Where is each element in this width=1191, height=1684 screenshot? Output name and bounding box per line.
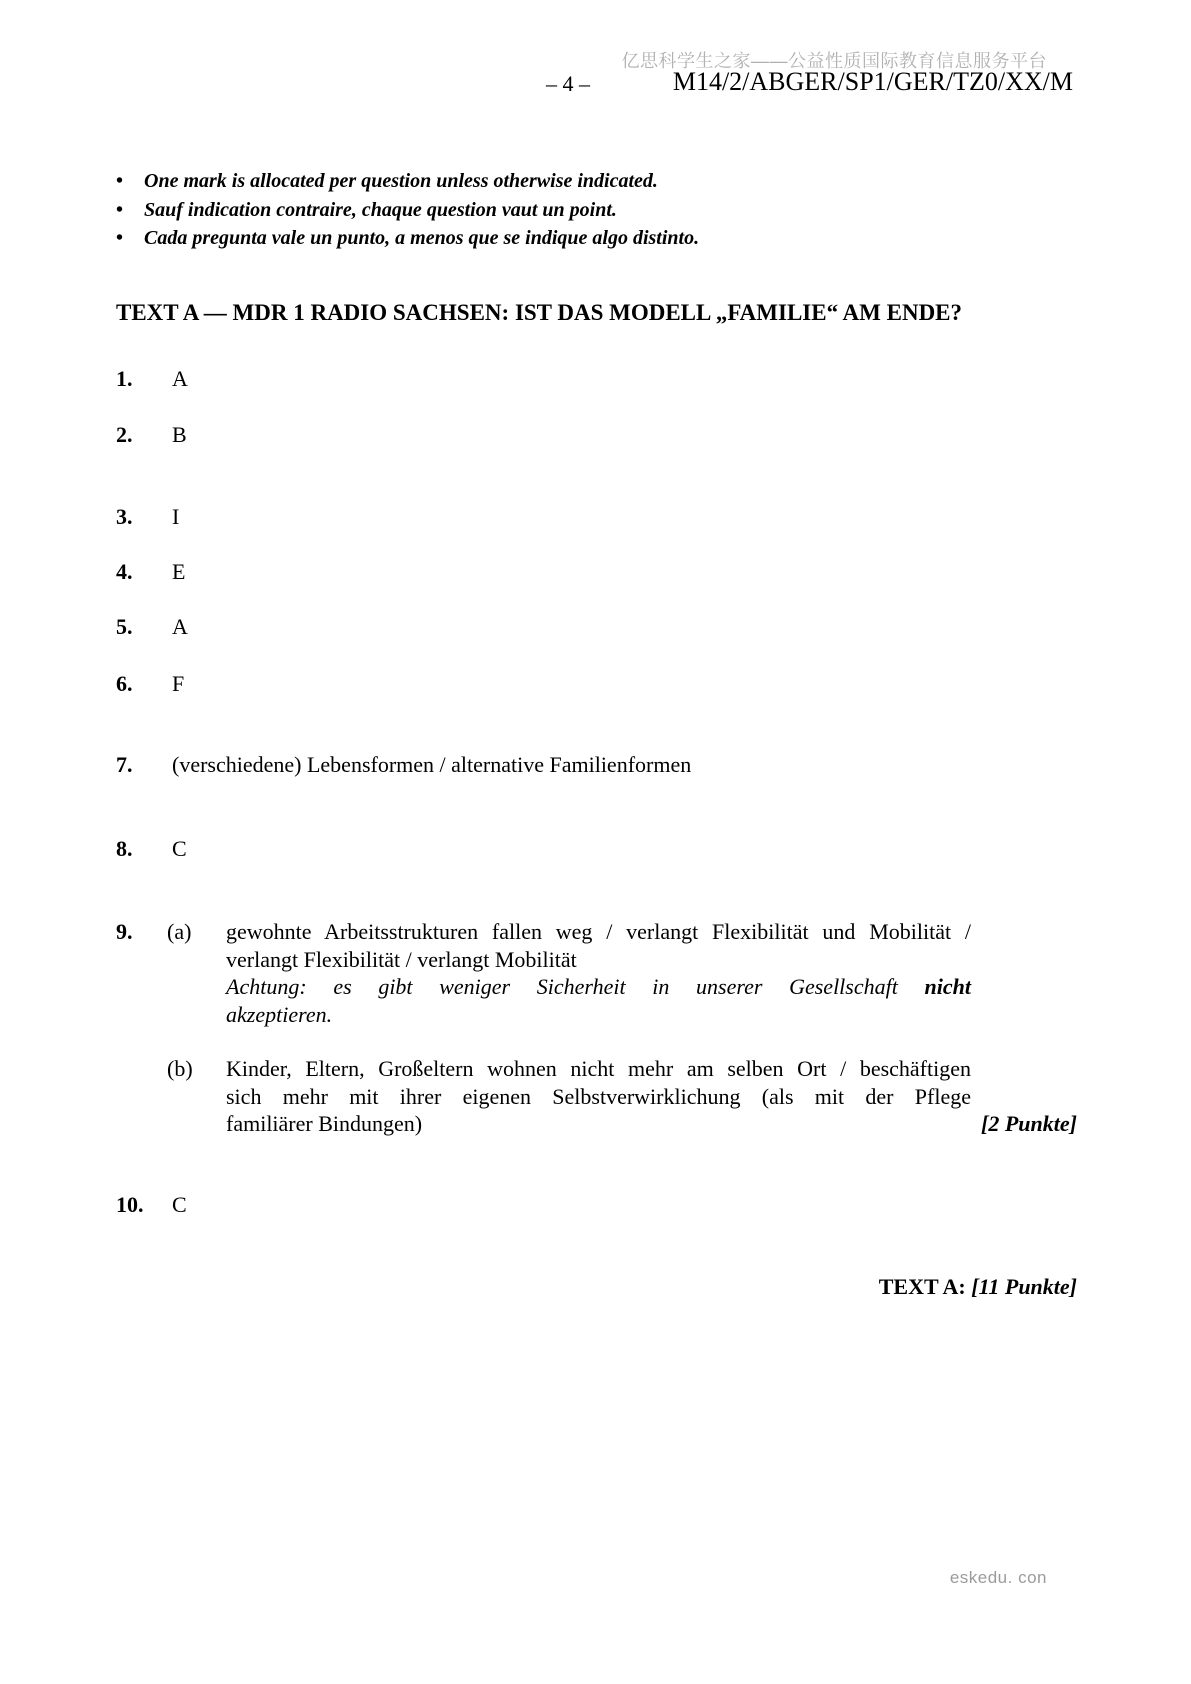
paper-code: M14/2/ABGER/SP1/GER/TZ0/XX/M [672, 67, 1073, 96]
answer-row-4 [0, 558, 1191, 586]
answer-row-2 [0, 421, 1191, 449]
question-number: 1. [116, 366, 133, 391]
instruction-item [116, 168, 876, 197]
answer-value: A [172, 366, 188, 391]
instruction-item [116, 197, 876, 226]
section-heading: TEXT A — MDR 1 RADIO SACHSEN: IST DAS MODELL „FAMILIE“ AM ENDE? [116, 300, 963, 325]
part-a-label: (a) [167, 919, 192, 944]
part-b-text [226, 1055, 971, 1138]
section-total-label: TEXT A: [878, 1274, 966, 1299]
answer-value: (verschiedene) Lebensformen / alternative Familienformen [172, 752, 692, 777]
answer-line: familiärer Bindungen) [226, 1111, 423, 1136]
page-number: – 4 – [546, 71, 590, 96]
answer-line: verlangt Flexibilität / verlangt Mobilität [226, 946, 577, 972]
marking-instructions [116, 168, 876, 254]
marker-note-line: akzeptieren. [226, 1001, 333, 1027]
question-number: 7. [116, 752, 133, 777]
answer-line: gewohnte Arbeitsstrukturen fallen weg / verlangt Flexibilität und Mobilität / [226, 919, 971, 944]
question-number: 5. [116, 614, 133, 639]
answer-value: E [172, 559, 186, 584]
question-number: 8. [116, 836, 133, 861]
instruction-text: One mark is allocated per question unless otherwise indicated. [144, 170, 658, 192]
bullet-icon: • [116, 170, 124, 192]
chinese-watermark: 亿思科学生之家——公益性质国际教育信息服务平台 [621, 51, 1047, 71]
answer-row-9 [0, 918, 1191, 1027]
answer-value: C [172, 836, 187, 861]
note-prefix: Achtung: es gibt weniger Sicherheit in unserer Gesellschaft [226, 974, 898, 999]
question-number: 4. [116, 559, 133, 584]
answer-row-8 [0, 835, 1191, 863]
footer-watermark: eskedu. con [949, 1568, 1047, 1587]
part-a-text [226, 918, 971, 1028]
section-total-points: [11 Punkte] [971, 1274, 1077, 1299]
answer-value: A [172, 614, 188, 639]
answer-row-5 [0, 613, 1191, 641]
answer-row-1 [0, 365, 1191, 393]
part-b-label: (b) [167, 1056, 193, 1081]
instruction-text: Cada pregunta vale un punto, a menos que se indique algo distinto. [144, 227, 700, 249]
note-emphasis: nicht [924, 974, 972, 999]
question-number: 9. [116, 919, 133, 944]
instruction-item [116, 225, 876, 254]
answer-row-3 [0, 503, 1191, 531]
section-total [879, 1273, 1077, 1301]
answer-line: Kinder, Eltern, Großeltern wohnen nicht mehr am selben Ort / beschäftigen [226, 1056, 971, 1081]
marker-note-line [226, 973, 971, 1001]
answer-value: I [172, 504, 180, 529]
bullet-icon: • [116, 198, 124, 221]
answer-row-10 [0, 1191, 1191, 1219]
answer-line: sich mehr mit ihrer eigenen Selbstverwirklichung (als mit der Pflege [226, 1083, 971, 1109]
part-b-points-badge: [2 Punkte] [981, 1111, 1077, 1136]
answer-row-7 [0, 751, 1191, 779]
answer-row-6 [0, 670, 1191, 698]
question-number: 2. [116, 422, 133, 447]
answer-value: F [172, 671, 185, 696]
question-number: 3. [116, 504, 133, 529]
instruction-text: Sauf indication contraire, chaque question vaut un point. [144, 198, 617, 221]
answer-value: C [172, 1192, 187, 1217]
answer-value: B [172, 422, 187, 447]
question-number: 10. [116, 1192, 144, 1217]
bullet-icon: • [116, 227, 124, 249]
question-number: 6. [116, 671, 133, 696]
